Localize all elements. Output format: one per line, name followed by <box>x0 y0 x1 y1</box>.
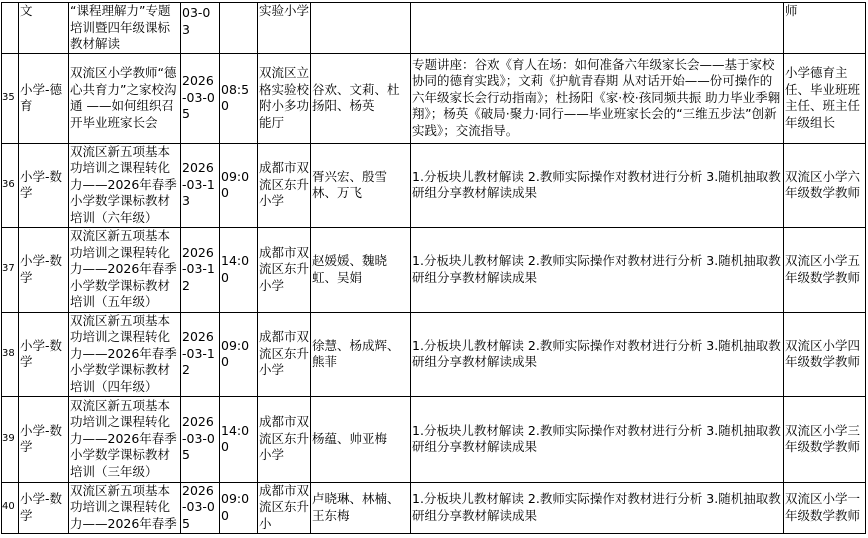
category-cell <box>19 53 69 143</box>
date-cell <box>181 3 220 54</box>
audience-cell <box>784 3 866 54</box>
audience-cell-text: 双流区小学三年级数学教师 <box>785 422 861 454</box>
title-cell <box>69 3 181 54</box>
location-cell <box>258 143 311 227</box>
time-cell <box>220 482 258 533</box>
training-schedule-table <box>1 2 866 534</box>
row-index <box>2 53 19 143</box>
table-row <box>2 3 866 54</box>
content-cell-text: 1.分板块儿教材解读 2.教师实际操作对教材进行分析 3.随机抽取教研组分享教材解读成果 <box>412 337 781 369</box>
category-cell <box>19 3 69 54</box>
time-cell-text: 09:00 <box>221 168 250 200</box>
time-cell-text: 09:00 <box>221 337 250 369</box>
title-cell <box>69 227 181 312</box>
content-cell <box>411 227 784 312</box>
audience-cell <box>784 396 866 482</box>
row-index <box>2 312 19 396</box>
audience-cell-text: 双流区小学六年级数学教师 <box>785 168 861 200</box>
content-cell-text: 1.分板块儿教材解读 2.教师实际操作对教材进行分析 3.随机抽取教研组分享教材解读成果 <box>412 491 781 523</box>
location-cell-text: 成都市双流区东升小学 <box>259 244 310 293</box>
date-cell <box>181 143 220 227</box>
location-cell <box>258 312 311 396</box>
date-cell <box>181 396 220 482</box>
table-row <box>2 396 866 482</box>
time-cell-text: 08:50 <box>221 81 250 113</box>
title-cell-text: 双流区新五项基本功培训之课程转化力——2026年春季 <box>70 482 177 531</box>
row-index-text: 37 <box>2 263 15 275</box>
date-cell-text: 2026-03-05 <box>182 482 215 531</box>
date-cell-text: 2026-03-13 <box>182 160 215 209</box>
location-cell <box>258 3 311 54</box>
title-cell <box>69 396 181 482</box>
speakers-cell-text: 赵媛媛、魏晓虹、吴娟 <box>312 253 388 285</box>
content-cell <box>411 143 784 227</box>
row-index <box>2 396 19 482</box>
title-cell-text: 双流区新五项基本功培训之课程转化力——2026年春季小学数学课标教材培训（四年级） <box>70 312 177 394</box>
content-cell-text: 专题讲座：谷欢《育人在场：如何准备六年级家长会——基于家校协同的德育实践》；文莉《护航青春期 从对话开始——份可操作的六年级家长会行动指南》；杜扬阳《家·校·孩同频共振 助力毕业季翱翔》；杨英《破局·聚力·同行——毕业班家长会的“三维五步法”创新实践》；交流指导。 <box>412 56 781 138</box>
speakers-cell-text: 卢晓琳、林楠、王东梅 <box>312 491 400 523</box>
time-cell-text: 14:00 <box>221 422 250 454</box>
speakers-cell-text: 杨蕴、帅亚梅 <box>312 430 388 446</box>
content-cell <box>411 396 784 482</box>
speakers-cell-text: 徐慧、杨成辉、熊菲 <box>312 337 400 369</box>
speakers-cell <box>311 143 411 227</box>
row-index <box>2 482 19 533</box>
location-cell-text: 成都市双流区东升小学 <box>259 414 310 463</box>
row-index <box>2 143 19 227</box>
time-cell <box>220 227 258 312</box>
category-cell <box>19 143 69 227</box>
time-cell <box>220 53 258 143</box>
content-cell-text: 1.分板块儿教材解读 2.教师实际操作对教材进行分析 3.随机抽取教研组分享教材解读成果 <box>412 422 781 454</box>
row-index-text: 39 <box>2 432 15 444</box>
category-cell <box>19 396 69 482</box>
speakers-cell <box>311 227 411 312</box>
location-cell-text: 成都市双流区东升小学 <box>259 329 310 378</box>
category-cell <box>19 482 69 533</box>
title-cell-text: 双流区新五项基本功培训之课程转化力——2026年春季小学数学课标教材培训（三年级） <box>70 397 177 479</box>
content-cell <box>411 312 784 396</box>
location-cell <box>258 482 311 533</box>
title-cell-text: 双流区新五项基本功培训之课程转化力——2026年春季小学数学课标教材培训（五年级） <box>70 228 177 310</box>
speakers-cell <box>311 312 411 396</box>
audience-cell <box>784 227 866 312</box>
content-cell <box>411 3 784 54</box>
time-cell <box>220 143 258 227</box>
category-cell-text: 小学-数学 <box>20 337 63 369</box>
category-cell-text: 小学-数学 <box>20 491 63 523</box>
time-cell <box>220 396 258 482</box>
audience-cell-text: 双流区小学五年级数学教师 <box>785 253 861 285</box>
location-cell-text: 实验小学 <box>259 3 310 18</box>
audience-cell-text: 双流区小学一年级数学教师 <box>785 491 861 523</box>
date-cell-text: 2026-03-05 <box>182 73 215 122</box>
title-cell <box>69 312 181 396</box>
speakers-cell-text: 胥兴宏、殷雪林、万飞 <box>312 168 388 200</box>
table-row <box>2 53 866 143</box>
speakers-cell-text: 谷欢、文莉、杜扬阳、杨英 <box>312 81 400 113</box>
location-cell-text: 成都市双流区东升小学 <box>259 160 310 209</box>
speakers-cell <box>311 396 411 482</box>
category-cell-text: 文 <box>20 3 33 18</box>
category-cell-text: 小学-数学 <box>20 253 63 285</box>
category-cell <box>19 227 69 312</box>
audience-cell <box>784 143 866 227</box>
location-cell <box>258 227 311 312</box>
location-cell-text: 双流区立格实验校附小多功能厅 <box>259 65 310 130</box>
title-cell-text: 双流区小学教师“德心共育力”之家校沟通 ——如何组织召开毕业班家长会 <box>70 65 177 130</box>
location-cell-text: 成都市双流区东升小 <box>259 482 310 531</box>
row-index-text: 38 <box>2 347 15 359</box>
table-row <box>2 227 866 312</box>
content-cell <box>411 53 784 143</box>
time-cell-text: 09:00 <box>221 491 250 523</box>
audience-cell <box>784 482 866 533</box>
location-cell <box>258 396 311 482</box>
time-cell <box>220 3 258 54</box>
title-cell-text: “课程理解力”专题培训暨四年级课标教材解读 <box>70 3 171 51</box>
table-row <box>2 482 866 533</box>
content-cell <box>411 482 784 533</box>
category-cell-text: 小学-德育 <box>20 81 63 113</box>
category-cell-text: 小学-数学 <box>20 422 63 454</box>
row-index-text: 35 <box>2 91 15 103</box>
table-row <box>2 143 866 227</box>
audience-cell <box>784 312 866 396</box>
audience-cell-text: 双流区小学四年级数学教师 <box>785 337 861 369</box>
audience-cell <box>784 53 866 143</box>
date-cell-text: 2026-03-12 <box>182 329 215 378</box>
date-cell <box>181 482 220 533</box>
audience-cell-text: 师 <box>785 3 798 18</box>
date-cell-text: 03-03 <box>182 5 211 37</box>
speakers-cell <box>311 3 411 54</box>
date-cell <box>181 227 220 312</box>
row-index-text: 36 <box>2 178 15 190</box>
date-cell <box>181 312 220 396</box>
title-cell-text: 双流区新五项基本功培训之课程转化力——2026年春季小学数学课标教材培训（六年级） <box>70 143 177 225</box>
row-index <box>2 3 19 54</box>
time-cell <box>220 312 258 396</box>
location-cell <box>258 53 311 143</box>
time-cell-text: 14:00 <box>221 253 250 285</box>
audience-cell-text: 小学德育主任、毕业班班主任、班主任年级组长 <box>785 65 861 130</box>
speakers-cell <box>311 53 411 143</box>
content-cell-text: 1.分板块儿教材解读 2.教师实际操作对教材进行分析 3.随机抽取教研组分享教材解读成果 <box>412 168 781 200</box>
date-cell <box>181 53 220 143</box>
title-cell <box>69 53 181 143</box>
category-cell-text: 小学-数学 <box>20 168 63 200</box>
date-cell-text: 2026-03-12 <box>182 244 215 293</box>
date-cell-text: 2026-03-05 <box>182 414 215 463</box>
table-row <box>2 312 866 396</box>
title-cell <box>69 482 181 533</box>
speakers-cell <box>311 482 411 533</box>
category-cell <box>19 312 69 396</box>
content-cell-text: 1.分板块儿教材解读 2.教师实际操作对教材进行分析 3.随机抽取教研组分享教材解读成果 <box>412 253 781 285</box>
row-index <box>2 227 19 312</box>
row-index-text: 40 <box>2 501 15 513</box>
title-cell <box>69 143 181 227</box>
